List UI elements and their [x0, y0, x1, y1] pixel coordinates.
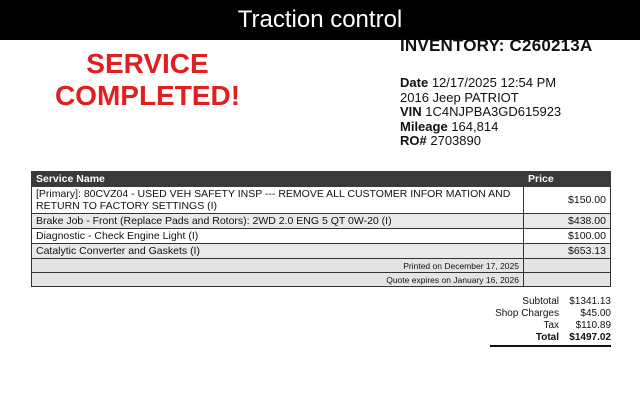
title-bar [0, 0, 640, 40]
service-price-cell: $100.00 [524, 229, 611, 244]
header-price: Price [524, 172, 611, 187]
vin-label: VIN [400, 104, 422, 119]
quote-expires-note: Quote expires on January 16, 2026 [32, 273, 524, 287]
mileage-label: Mileage [400, 118, 448, 134]
service-name-cell: [Primary]: 80CVZ04 - USED VEH SAFETY INSP --- REMOVE ALL CUSTOMER INFOR MATION AND RETURN TO FACTORY SETTINGS (I) [32, 187, 524, 214]
subtotal-line [470, 296, 611, 308]
service-status [50, 48, 245, 112]
service-price-cell: $438.00 [524, 214, 611, 229]
quote-expires-spacer [524, 273, 611, 287]
tax-value: $110.89 [575, 320, 611, 331]
vin-value: 1C4NJPBA3GD615923 [425, 104, 562, 119]
printed-on-row [32, 259, 611, 273]
printed-on-note: Printed on December 17, 2025 [32, 259, 524, 273]
vehicle-info [400, 76, 561, 149]
service-price-cell: $150.00 [524, 187, 611, 214]
subtotal-label: Subtotal [522, 296, 559, 307]
table-header-row [32, 172, 611, 187]
mileage-row [400, 120, 561, 135]
quote-expires-row [32, 273, 611, 287]
tax-line [470, 320, 611, 332]
service-name-cell: Brake Job - Front (Replace Pads and Rotors): 2WD 2.0 ENG 5 QT 0W-20 (I) [32, 214, 524, 229]
totals-block [470, 296, 611, 347]
subtotal-value: $1341.13 [569, 296, 611, 307]
date-row [400, 76, 561, 91]
title-text: Traction control [237, 6, 403, 33]
table-row [32, 229, 611, 244]
total-label: Total [535, 332, 559, 343]
status-line-2: COMPLETED! [54, 80, 241, 111]
services-table [31, 171, 611, 287]
service-name-cell: Catalytic Converter and Gaskets (I) [32, 244, 524, 259]
printed-on-spacer [524, 259, 611, 273]
vin-row [400, 105, 561, 120]
ro-row [400, 134, 561, 149]
shop-charges-line [470, 308, 611, 320]
service-price-cell: $653.13 [524, 244, 611, 259]
ro-label: RO# [400, 133, 427, 148]
service-name-cell: Diagnostic - Check Engine Light (I) [32, 229, 524, 244]
table-row [32, 214, 611, 229]
total-value: $1497.02 [569, 332, 611, 343]
inventory-number: INVENTORY: C260213A [400, 36, 593, 55]
shop-charges-value: $45.00 [580, 308, 611, 319]
ro-value: 2703890 [430, 133, 481, 148]
shop-charges-label: Shop Charges [495, 308, 559, 319]
table-row [32, 244, 611, 259]
table-row [32, 187, 611, 214]
status-line-1: SERVICE [86, 48, 209, 79]
header-service-name: Service Name [32, 172, 524, 187]
mileage-value: 164,814 [451, 118, 499, 134]
date-value: 12/17/2025 12:54 PM [431, 75, 557, 90]
vehicle-model: 2016 Jeep PATRIOT [400, 89, 519, 105]
date-label: Date [400, 75, 429, 90]
tax-label: Tax [543, 320, 559, 331]
total-line [490, 332, 611, 347]
